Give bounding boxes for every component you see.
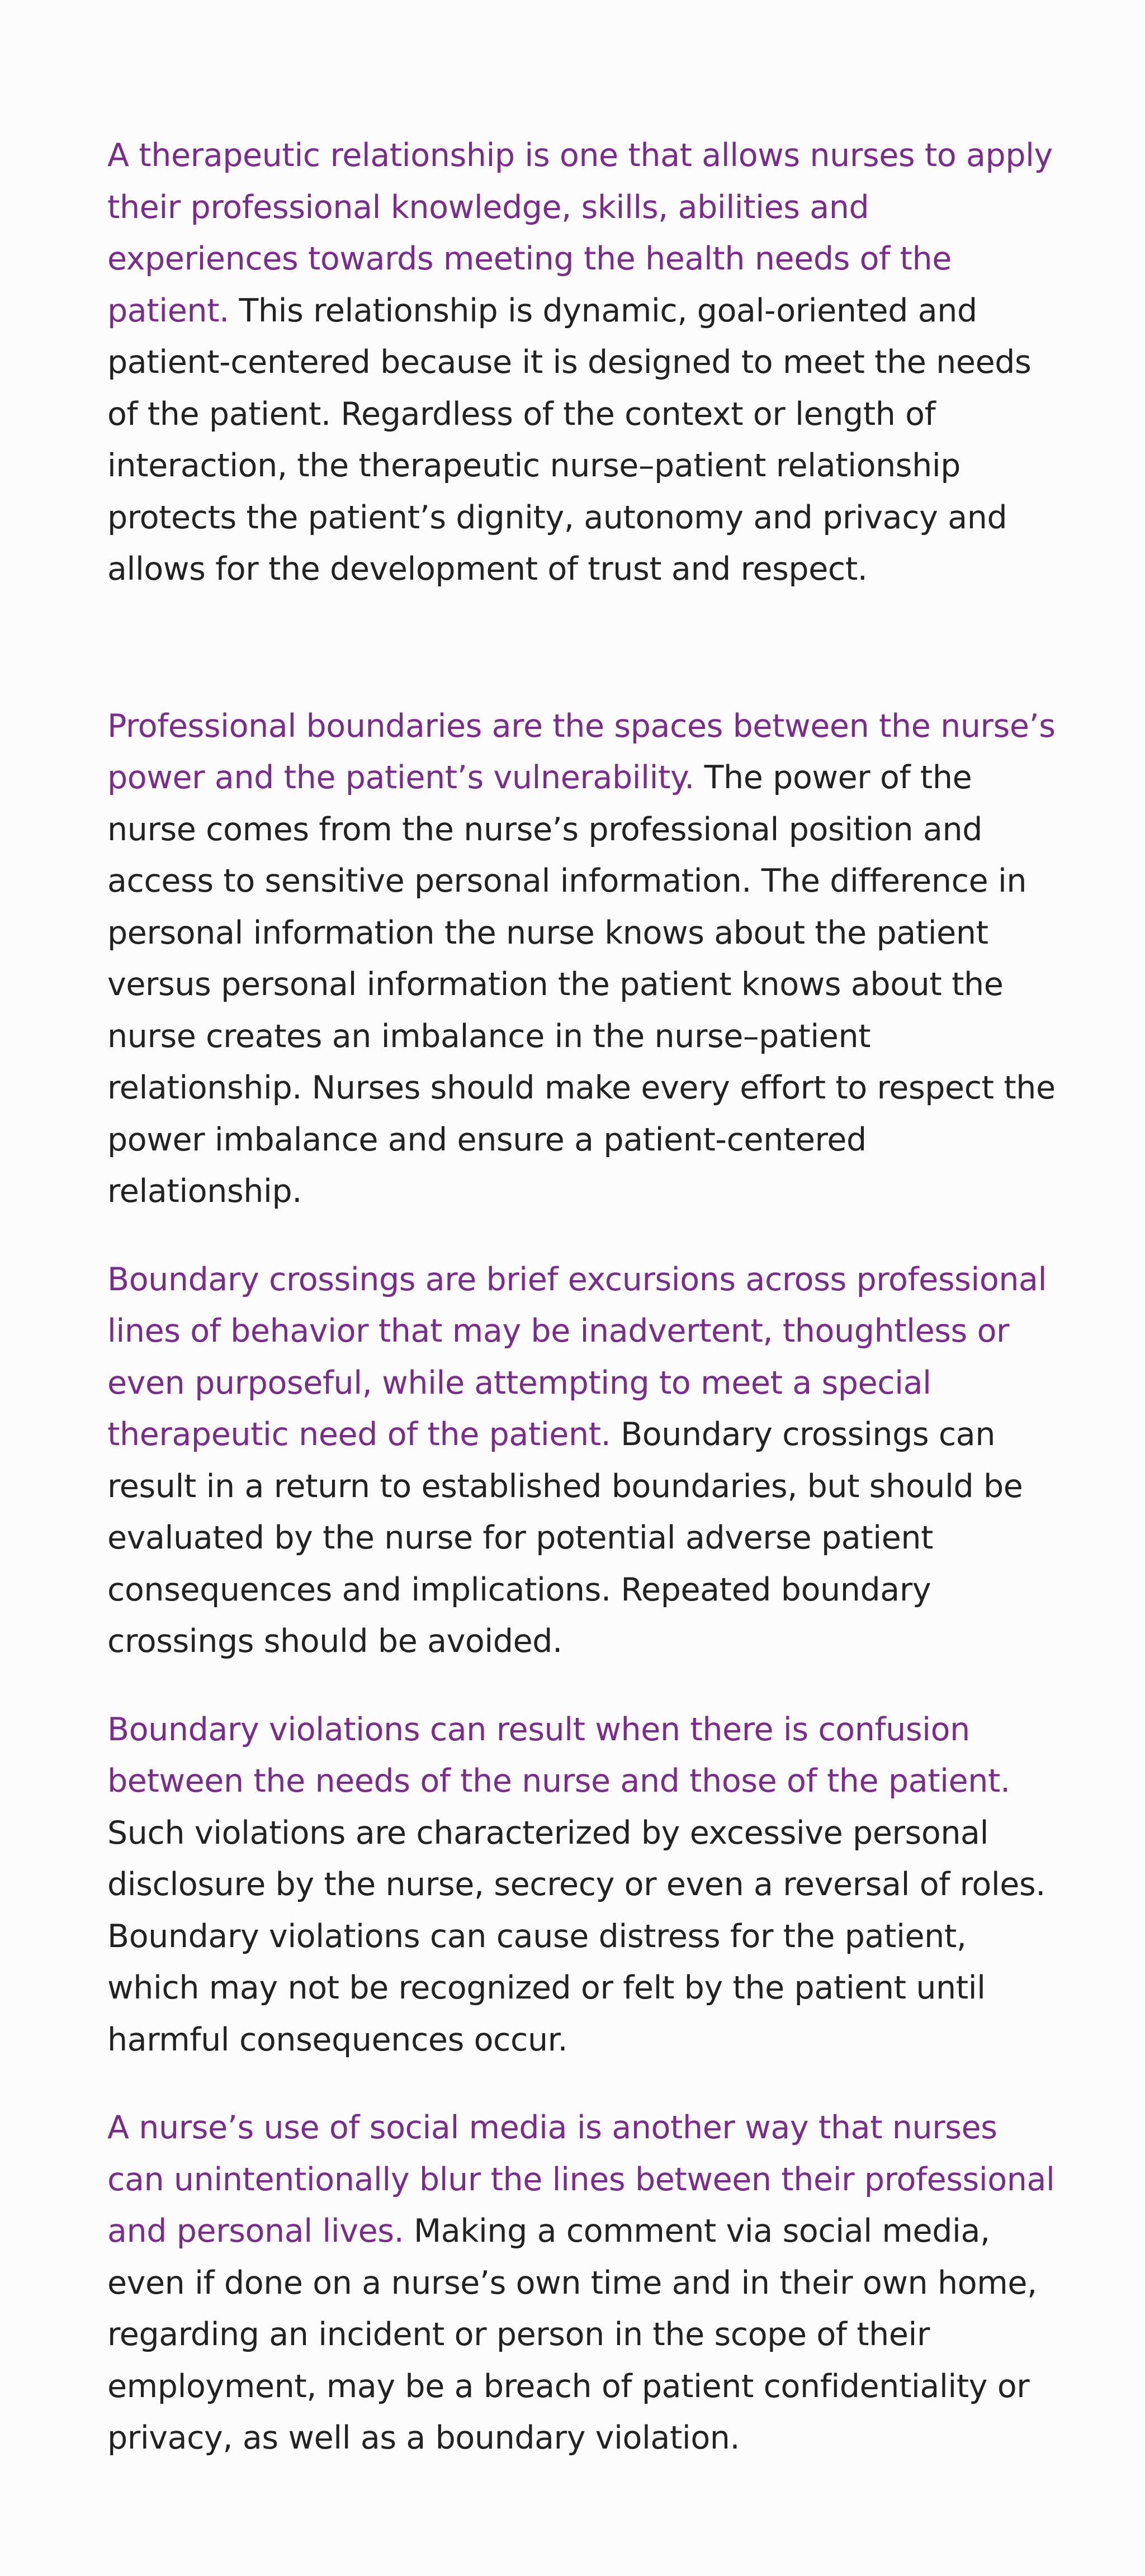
paragraph-body: The power of the nurse comes from the nurse’s professional position and access to sensitive personal information. The difference in personal information the nurse knows about the patient versus personal information the patient knows about the nurse creates an imbalance in the nurse–patient relationship. Nurses should make every effort to respect the power imbalance and ensure a patient-centered relationship. bbox=[107, 759, 1056, 1210]
paragraph-body: Such violations are characterized by excessive personal disclosure by the nurse, secrecy or even a reversal of roles. Boundary violations can cause distress for the patient, which may not be recognized or felt by the patient until harmful consequences occur. bbox=[107, 1814, 1045, 2058]
paragraph-boundary-violations bbox=[107, 1704, 1061, 2066]
paragraph-lead: A nurse’s use of social media is another way that nurses can unintentionally blur the lines between their professional and personal lives. bbox=[107, 2109, 1055, 2250]
paragraph-social-media bbox=[107, 2102, 1061, 2464]
paragraph-lead: Professional boundaries are the spaces between the nurse’s power and the patient’s vulnerability. bbox=[107, 707, 1056, 796]
paragraph-boundary-crossings bbox=[107, 1254, 1061, 1668]
paragraph-body: This relationship is dynamic, goal-oriented and patient-centered because it is designed to meet the needs of the patient. Regardless of the context or length of interaction, the therapeutic nurse–patient relationship protects the patient’s dignity, autonomy and privacy and allows for the development of trust and respect. bbox=[107, 292, 1032, 588]
paragraph-lead: A therapeutic relationship is one that allows nurses to apply their professional knowledge, skills, abilities and experiences towards meeting the health needs of the patient. bbox=[107, 137, 1053, 329]
paragraph-professional-boundaries bbox=[107, 700, 1061, 1218]
paragraph-lead: Boundary crossings are brief excursions across professional lines of behavior that may be inadvertent, thoughtless or even purposeful, while attempting to meet a special therapeutic need of the patient. bbox=[107, 1261, 1047, 1453]
paragraph-lead: Boundary violations can result when there is confusion between the needs of the nurse and those of the patient. bbox=[107, 1711, 1010, 1800]
paragraph-body: Making a comment via social media, even if done on a nurse’s own time and in their own home, regarding an incident or person in the scope of their employment, may be a breach of patient confidentiality or privacy, as well as a boundary violation. bbox=[107, 2213, 1037, 2456]
paragraph-body: Boundary crossings can result in a return to established boundaries, but should be evaluated by the nurse for potential adverse patient consequences and implications. Repeated boundary crossings should be avoided. bbox=[107, 1416, 1023, 1660]
paragraph-therapeutic-relationship bbox=[107, 130, 1061, 595]
